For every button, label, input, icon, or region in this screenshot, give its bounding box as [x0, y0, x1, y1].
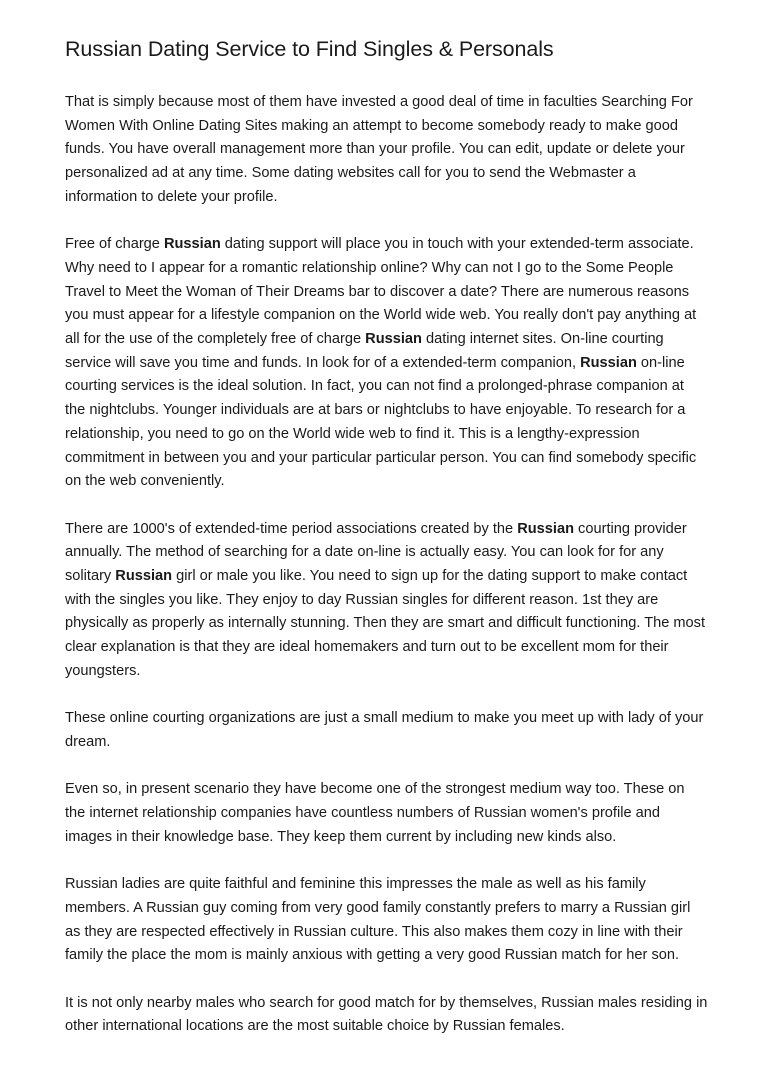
bold-keyword: Russian [365, 331, 422, 348]
paragraph-text: Even so, in present scenario they have become one of the strongest medium way too. These on the internet relationship companies have countless numbers of Russian women's profile and images in their knowledge base. They keep them current by including new kinds also. [65, 781, 685, 845]
body-paragraph [65, 707, 708, 754]
paragraph-text: Russian ladies are quite faithful and feminine this impresses the male as well as his family members. A Russian guy coming from very good family constantly prefers to marry a Russian girl as they are respected effectively in Russian culture. This also makes them cozy in line with their family the place the mom is mainly anxious with getting a very good Russian match for her son. [65, 876, 691, 964]
paragraph-text: There are 1000's of extended-time period associations created by the [65, 520, 518, 537]
paragraph-text: These online courting organizations are just a small medium to make you meet up with lady of your dream. [65, 710, 704, 750]
paragraph-text: girl or male you like. You need to sign up for the dating support to make contact with the singles you like. They enjoy to day Russian singles for different reason. 1st they are physically as properly as internally stunning. Then they are smart and difficult functioning. The most clear explanation is that they are ideal homemakers and turn out to be excellent mom for their youngsters. [65, 568, 706, 679]
paragraph-text: It is not only nearby males who search for good match for by themselves, Russian males residing in other international locations are the most suitable choice by Russian females. [65, 994, 708, 1035]
body-paragraph [65, 518, 708, 684]
bold-keyword: Russian [115, 568, 173, 585]
body-paragraph [65, 873, 708, 968]
paragraph-text: courting provider annually. The method of searching for a date on-line is actually easy. You can look for for any solitary [65, 520, 687, 585]
body-paragraph [65, 91, 708, 210]
paragraph-text: That is simply because most of them have invested a good deal of time in faculties Searching For Women With Online Dating Sites making an attempt to become somebody ready to make good funds. You have overall management more than your profile. You can edit, update or delete your personalized ad at any time. Some dating websites call for you to send the Webmaster a information to delete your profile. [65, 94, 693, 205]
paragraph-text: on-line courting services is the ideal solution. In fact, you can not find a prolonged-phrase companion at the nightclubs. Younger individuals are at bars or nightclubs to have enjoyable. To research for a relationship, you need to go on the World wide web to find it. This is a lengthy-expression commitment in between you and your particular particular person. You can find somebody specific on the web conveniently. [65, 354, 697, 490]
body-paragraph [65, 778, 708, 849]
bold-keyword: Russian [517, 520, 574, 537]
paragraph-text: dating support will place you in touch with your extended-term associate. Why need to I appear for a romantic relationship online? Why can not I go to the Some People Travel to Meet the Woman of Their Dreams bar to discover a date? There are numerous reasons you must appear for a lifestyle companion on the World wide web. You really don't pay anything at all for the use of the completely free of charge [65, 236, 697, 348]
paragraph-text: Free of charge [65, 236, 164, 253]
bold-keyword: Russian [163, 236, 221, 253]
document-body [65, 91, 708, 1039]
paragraph-text: dating internet sites. On-line courting service will save you time and funds. In look for of a extended-term companion, [65, 331, 664, 371]
page-title: Russian Dating Service to Find Singles & Personals [65, 37, 554, 61]
body-paragraph [65, 233, 708, 494]
body-paragraph [65, 992, 708, 1039]
bold-keyword: Russian [580, 354, 637, 371]
